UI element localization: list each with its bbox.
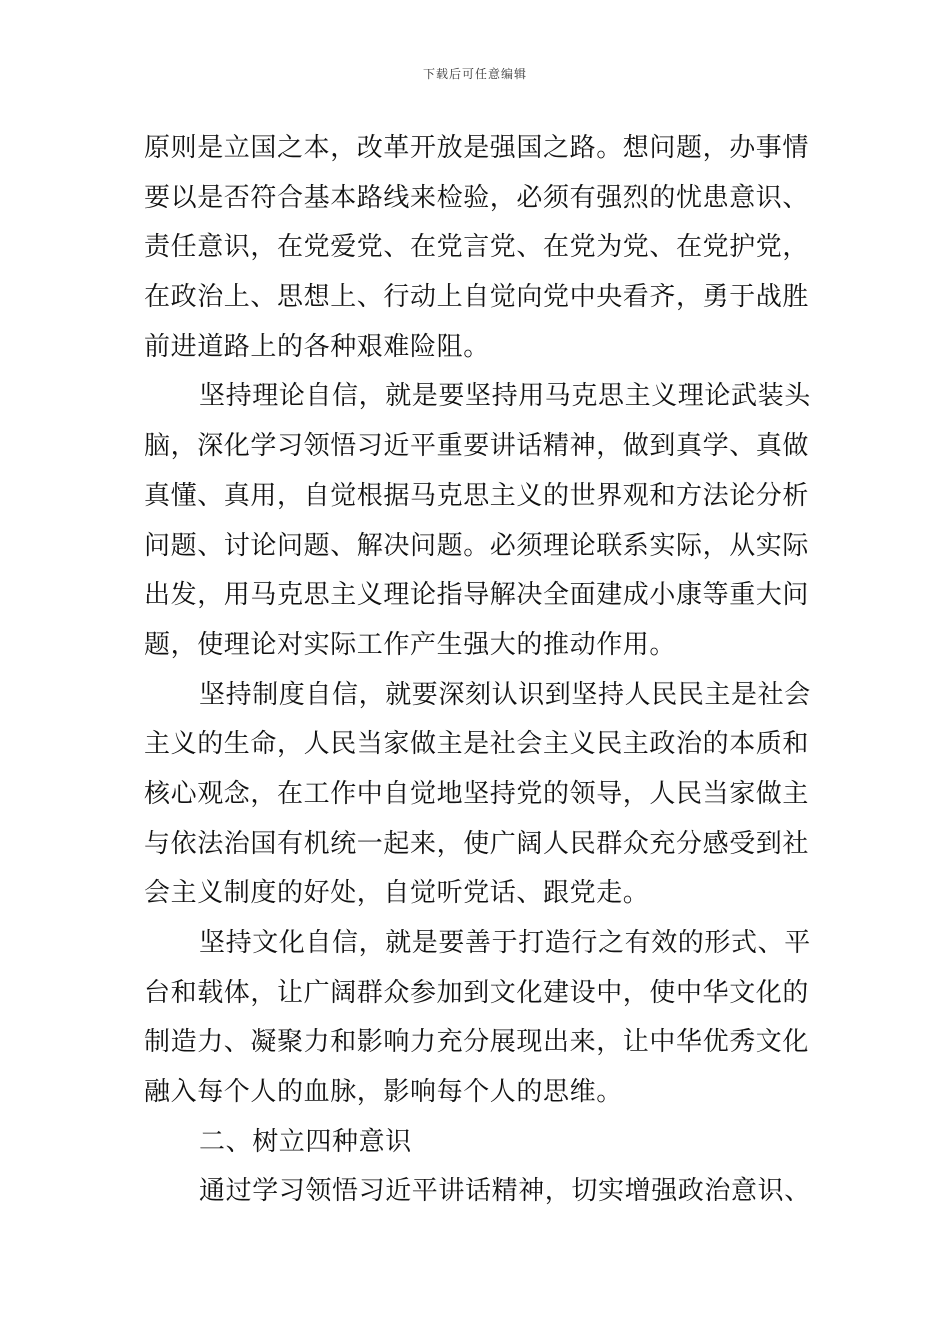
text-line: 核心观念，在工作中自觉地坚持党的领导，人民当家做主 [144,778,810,809]
text-line: 坚持文化自信，就是要善于打造行之有效的形式、平 [199,928,811,958]
section-heading-text: 二、树立四种意识 [199,1126,412,1157]
paragraph-system-confidence [144,671,809,919]
paragraph-culture-confidence [144,919,809,1118]
text-line: 与依法治国有机统一起来，使广阔人民群众充分感受到社 [144,828,810,859]
text-line: 会主义制度的好处，自觉听党话、跟党走。 [144,878,650,909]
text-line: 在政治上、思想上、行动上自觉向党中央看齐，勇于战胜 [144,282,810,313]
paragraph-basic-line [144,124,809,372]
text-line: 要以是否符合基本路线来检验，必须有强烈的忧患意识、 [144,182,810,213]
text-line: 融入每个人的血脉，影响每个人的思维。 [144,1077,623,1108]
paragraph-theory-confidence [144,372,809,670]
text-line: 题，使理论对实际工作产生强大的推动作用。 [144,629,677,660]
text-line: 脑，深化学习领悟习近平重要讲话精神，做到真学、真做 [144,431,810,462]
text-line: 真懂、真用，自觉根据马克思主义的世界观和方法论分析 [144,480,810,511]
paragraph-four-awareness [144,1167,809,1217]
document-body [144,124,809,1217]
text-line: 制造力、凝聚力和影响力充分展现出来，让中华优秀文化 [144,1027,810,1058]
section-heading [144,1118,809,1168]
text-line: 原则是立国之本，改革开放是强国之路。想问题，办事情 [144,133,810,163]
header-note: 下载后可任意编辑 [422,67,527,81]
text-line: 问题、讨论问题、解决问题。必须理论联系实际，从实际 [144,530,810,561]
text-line: 出发，用马克思主义理论指导解决全面建成小康等重大问 [144,580,810,611]
text-line: 台和载体，让广阔群众参加到文化建设中，使中华文化的 [144,977,810,1008]
text-line: 坚持理论自信，就是要坚持用马克思主义理论武装头 [199,381,811,412]
text-line: 责任意识，在党爱党、在党言党、在党为党、在党护党， [144,232,810,263]
text-line: 通过学习领悟习近平讲话精神，切实增强政治意识、 [199,1176,811,1207]
text-line: 主义的生命，人民当家做主是社会主义民主政治的本质和 [144,729,810,760]
text-line: 前进道路上的各种艰难险阻。 [144,331,490,362]
text-line: 坚持制度自信，就要深刻认识到坚持人民民主是社会 [199,679,811,710]
